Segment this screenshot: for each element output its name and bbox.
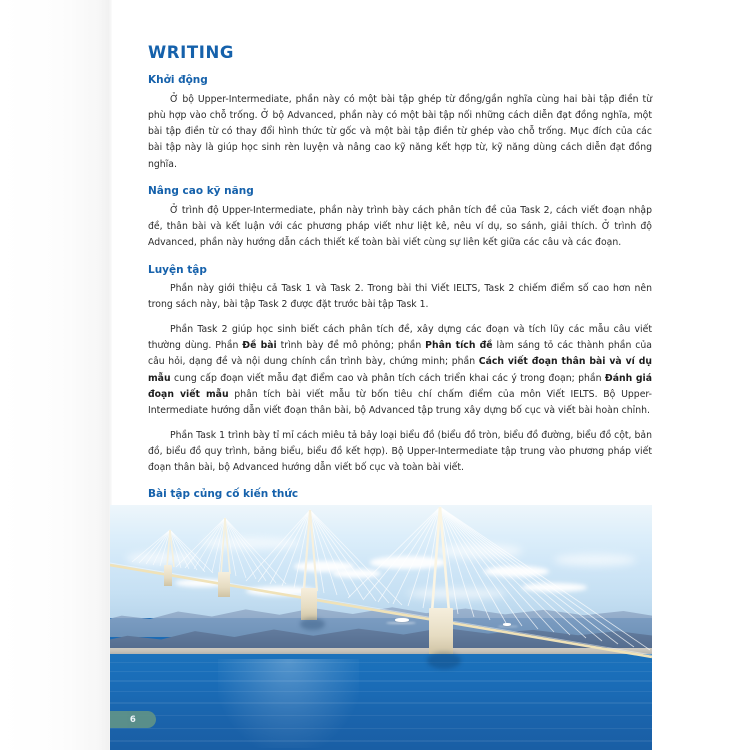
body-paragraph: Phần Task 1 trình bày tỉ mỉ cách miêu tả bảy loại biểu đồ (biểu đồ tròn, biểu đồ đường, biểu đồ cột, bản đồ, biểu đồ quy trình, bảng biểu, biểu đồ kết hợp). Bộ Upper-Intermediate tập trung vào phương pháp viết đoạn thân bài, bộ Advanced hướng dẫn viết bố cục và toàn bài viết.: [148, 429, 652, 474]
section-khoi-dong: [148, 74, 652, 173]
body-paragraph: Ở bộ Upper-Intermediate, phần này có một bài tập ghép từ đồng/gần nghĩa cùng hai bài tập điền từ phù hợp vào chỗ trống. Ở bộ Advanced, phần này có một bài tập nối những cách diễn đạt đồng nghĩa, một bài tập điền từ có thay đổi hình thức từ gốc và một bài tập điền từ ghép vào chỗ trống. Mục đích của các bài tập này là giúp học sinh rèn luyện và nâng cao kỹ năng kết hợp từ, kỹ năng dùng cách diễn đạt đồng nghĩa.: [148, 93, 652, 170]
page-content: [148, 44, 652, 572]
bridge-pier: [218, 572, 230, 597]
sun-glitter: [218, 659, 359, 747]
body-paragraph: Phần Task 2 giúp học sinh biết cách phân tích đề, xây dựng các đoạn và tích lũy các mẫu câu viết thường dùng. Phần Đề bài trình bày đề mô phỏng; phần Phân tích đề làm sáng tỏ các thành phần của câu hỏi, dạng đề và nội dung chính cần trình bày, chứng minh; phần Cách viết đoạn thân bài và ví dụ mẫu cung cấp đoạn viết mẫu đạt điểm cao và phân tích cách triển khai các ý trong đoạn; phần Đánh giá đoạn viết mẫu phân tích bài viết mẫu từ bốn tiêu chí chấm điểm của môn Viết IELTS. Bộ Upper-Intermediate hướng dẫn viết đoạn thân bài, bộ Advanced tập trung xây dựng bố cục và viết bài hoàn chỉnh.: [148, 323, 653, 417]
section-heading: Luyện tập: [148, 263, 207, 276]
cloud-shape: [126, 552, 196, 565]
page-number-badge: [110, 711, 156, 728]
sections-list: [148, 74, 652, 571]
cloud-shape: [370, 556, 446, 568]
page-number: 6: [129, 714, 137, 725]
emphasis-term: Cách viết đoạn thân bài và ví dụ mẫu: [148, 356, 652, 384]
boat-wake: [386, 622, 416, 624]
cloud-shape: [202, 537, 300, 549]
page-title: WRITING: [148, 43, 234, 62]
body-paragraph: Ở trình độ Upper-Intermediate, phần này trình bày cách phân tích đề của Task 2, cách viết đoạn nhập đề, thân bài và kết luận với các phương pháp viết như liệt kê, nêu ví dụ, so sánh, giải thích. Ở trình độ Advanced, phần này hướng dẫn cách thiết kế toàn bài viết cùng sự liên kết giữa các câu và các đoạn.: [148, 204, 652, 249]
body-paragraph: Phần này giới thiệu cả Task 1 và Task 2. Trong bài thi Viết IELTS, Task 2 chiếm điểm số cao hơn nên trong sách này, bài tập Task 2 được đặt trước bài tập Task 1.: [148, 283, 652, 311]
emphasis-term: Đề bài: [242, 340, 277, 352]
section-nang-cao-ky-nang: [148, 185, 652, 251]
bridge-pier: [429, 608, 453, 655]
photo-sea: [110, 654, 652, 750]
cloud-shape: [522, 583, 587, 592]
pier-reflection: [300, 618, 325, 630]
emphasis-term: Đánh giá đoạn viết mẫu: [148, 372, 652, 400]
section-heading: Bài tập củng cố kiến thức: [148, 488, 299, 501]
section-luyen-tap: [148, 264, 652, 477]
page-edge-shading: [0, 0, 112, 750]
emphasis-term: Phân tích đề: [425, 340, 493, 352]
section-heading: Khởi động: [148, 73, 208, 86]
bridge-photograph: [110, 505, 652, 750]
cloud-shape: [435, 544, 522, 557]
bridge-pier: [164, 565, 172, 586]
bridge-pier: [301, 588, 317, 620]
section-heading: Nâng cao kỹ năng: [148, 185, 254, 198]
